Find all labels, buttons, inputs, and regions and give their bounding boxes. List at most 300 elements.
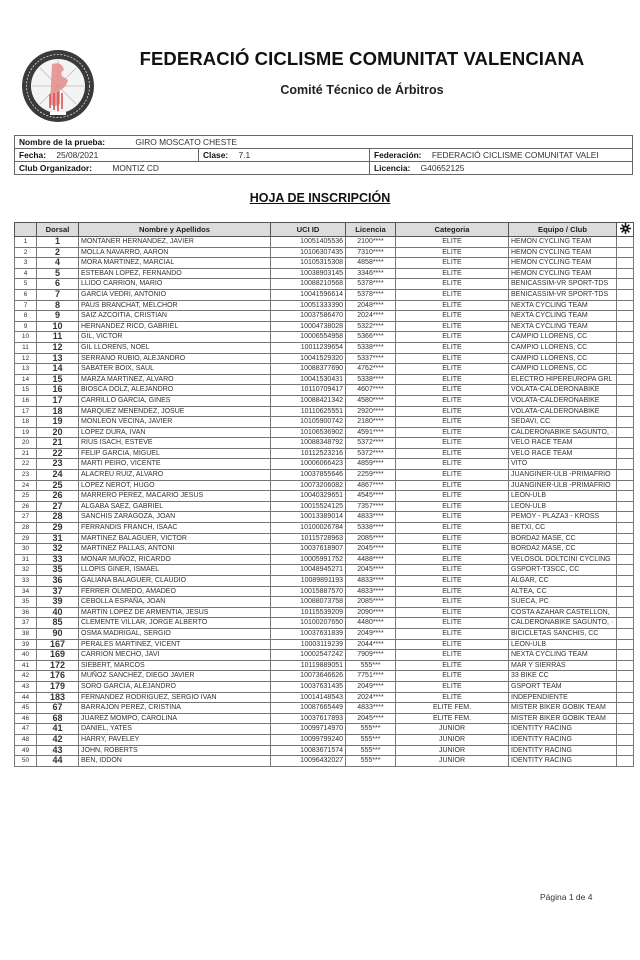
dorsal-number: 90 — [37, 628, 79, 639]
row-index: 25 — [15, 491, 37, 502]
license-number: 5337**** — [346, 353, 396, 364]
table-row — [15, 258, 634, 269]
row-index: 35 — [15, 597, 37, 608]
row-index: 19 — [15, 427, 37, 438]
dorsal-number: 179 — [37, 681, 79, 692]
license-number: 555*** — [346, 734, 396, 745]
table-row — [15, 311, 634, 322]
rider-name: MARTIN LOPEZ DE ARMENTIA, JESUS — [79, 607, 271, 618]
team-name: PEMOY - PLAZA3 - KROSS — [509, 512, 617, 523]
rider-name: GIL, VICTOR — [79, 332, 271, 343]
category: ELITE — [396, 417, 509, 428]
team-name: MAR Y SIERRAS — [509, 660, 617, 671]
uci-id: 10038903145 — [271, 268, 346, 279]
rider-name: FERRER OLMEDO, AMADEO — [79, 586, 271, 597]
rider-name: MONTANER HERNANDEZ, JAVIER — [79, 237, 271, 248]
team-name: NEXTA CYCLING TEAM — [509, 321, 617, 332]
license-number: 4859**** — [346, 459, 396, 470]
col-header-dorsal: Dorsal — [37, 223, 79, 237]
rider-name: LLOPIS GINER, ISMAEL — [79, 565, 271, 576]
dorsal-number: 41 — [37, 724, 79, 735]
category: ELITE — [396, 342, 509, 353]
event-name-value: GIRO MOSCATO CHESTE — [135, 137, 238, 147]
row-extra-cell — [617, 597, 634, 608]
event-info-table — [14, 135, 633, 175]
dorsal-number: 2 — [37, 247, 79, 258]
rider-name: RIUS ISACH, ESTEVE — [79, 438, 271, 449]
license-number: 4545**** — [346, 491, 396, 502]
rider-name: MARTI PEIRO, VICENTE — [79, 459, 271, 470]
row-index: 21 — [15, 448, 37, 459]
category: ELITE FEM. — [396, 713, 509, 724]
registration-sheet-title: HOJA DE INSCRIPCIÓN — [249, 191, 391, 205]
class-label: Clase: — [203, 150, 229, 160]
dorsal-number: 10 — [37, 321, 79, 332]
row-index: 41 — [15, 660, 37, 671]
team-name: BORDA2 MASE, CC — [509, 544, 617, 555]
row-index: 18 — [15, 417, 37, 428]
category: ELITE — [396, 491, 509, 502]
row-index: 8 — [15, 311, 37, 322]
rider-name: SERRANO RUBIO, ALEJANDRO — [79, 353, 271, 364]
team-name: CAMPIO LLORENS, CC — [509, 342, 617, 353]
team-name: BETXI, CC — [509, 523, 617, 534]
row-index: 32 — [15, 565, 37, 576]
row-extra-cell — [617, 501, 634, 512]
category: ELITE — [396, 480, 509, 491]
uci-id: 10048945271 — [271, 565, 346, 576]
class-value: 7.1 — [238, 150, 251, 160]
rider-name: CEBOLLA ESPAÑA, JOAN — [79, 597, 271, 608]
license-number: 7909**** — [346, 650, 396, 661]
uci-id: 10015887570 — [271, 586, 346, 597]
team-name: JUANGINER-ULB -PRIMAFRIO — [509, 480, 617, 491]
table-row — [15, 639, 634, 650]
license-number: 2259**** — [346, 470, 396, 481]
team-name: LEON-ULB — [509, 639, 617, 650]
row-extra-cell — [617, 279, 634, 290]
category: ELITE — [396, 618, 509, 629]
category: JUNIOR — [396, 756, 509, 767]
row-extra-cell — [617, 480, 634, 491]
row-extra-cell — [617, 671, 634, 682]
rider-name: MARTINEZ PALLAS, ANTONI — [79, 544, 271, 555]
license-number: 2049**** — [346, 681, 396, 692]
category: ELITE — [396, 385, 509, 396]
row-index: 27 — [15, 512, 37, 523]
category: ELITE — [396, 628, 509, 639]
uci-id: 10088073758 — [271, 597, 346, 608]
row-index: 9 — [15, 321, 37, 332]
category: ELITE — [396, 512, 509, 523]
uci-id: 10040329651 — [271, 491, 346, 502]
category: ELITE — [396, 268, 509, 279]
table-row — [15, 300, 634, 311]
team-name: GSPORT TEAM — [509, 681, 617, 692]
dorsal-number: 37 — [37, 586, 79, 597]
col-header-index — [15, 223, 37, 237]
dorsal-number: 68 — [37, 713, 79, 724]
uci-id: 10115539209 — [271, 607, 346, 618]
license-number: 5322**** — [346, 321, 396, 332]
dorsal-number: 36 — [37, 576, 79, 587]
team-name: VELOSOL DOLTCINI CYCLING — [509, 554, 617, 565]
organizer-value: MONTIZ CD — [112, 163, 159, 173]
rider-name: MONLEON VECINA, JAVIER — [79, 417, 271, 428]
federation-seal-icon — [20, 48, 96, 124]
license-number: 4480**** — [346, 618, 396, 629]
license-number: 555*** — [346, 724, 396, 735]
dorsal-number: 6 — [37, 279, 79, 290]
row-index: 10 — [15, 332, 37, 343]
dorsal-number: 21 — [37, 438, 79, 449]
category: ELITE — [396, 501, 509, 512]
rider-name: ALACREU RUIZ, ALVARO — [79, 470, 271, 481]
row-index: 24 — [15, 480, 37, 491]
license-number: 4867**** — [346, 480, 396, 491]
date-label: Fecha: — [19, 150, 46, 160]
rider-name: FERNANDEZ RODRIGUEZ, SERGIO IVAN — [79, 692, 271, 703]
license-number: 2024**** — [346, 692, 396, 703]
uci-id: 10105315308 — [271, 258, 346, 269]
rider-name: GARCIA VEDRI, ANTONIO — [79, 289, 271, 300]
table-row — [15, 692, 634, 703]
dorsal-number: 20 — [37, 427, 79, 438]
license-number: 2085**** — [346, 533, 396, 544]
team-name: INDEPENDIENTE — [509, 692, 617, 703]
dorsal-number: 35 — [37, 565, 79, 576]
table-row — [15, 565, 634, 576]
table-row — [15, 491, 634, 502]
uci-id: 10005991752 — [271, 554, 346, 565]
uci-id: 10106307435 — [271, 247, 346, 258]
dorsal-number: 29 — [37, 523, 79, 534]
team-name: HEMON CYCLING TEAM — [509, 247, 617, 258]
team-name: IDENTITY RACING — [509, 724, 617, 735]
license-number: 5378**** — [346, 289, 396, 300]
uci-id: 10037618907 — [271, 544, 346, 555]
row-extra-cell — [617, 374, 634, 385]
row-extra-cell — [617, 703, 634, 714]
category: ELITE FEM. — [396, 703, 509, 714]
table-row — [15, 406, 634, 417]
team-name: BICICLETAS SANCHIS, CC — [509, 628, 617, 639]
category: ELITE — [396, 258, 509, 269]
table-row — [15, 724, 634, 735]
class-cell — [199, 149, 370, 162]
team-name: HEMON CYCLING TEAM — [509, 258, 617, 269]
uci-id: 10051333390 — [271, 300, 346, 311]
row-index: 5 — [15, 279, 37, 290]
row-extra-cell — [617, 459, 634, 470]
row-extra-cell — [617, 247, 634, 258]
row-extra-cell — [617, 321, 634, 332]
uci-id: 10004738028 — [271, 321, 346, 332]
uci-id: 10115728963 — [271, 533, 346, 544]
row-index: 42 — [15, 671, 37, 682]
dorsal-number: 25 — [37, 480, 79, 491]
team-name: NEXTA CYCLING TEAM — [509, 300, 617, 311]
rider-name: FERRANDIS FRANCH, ISAAC — [79, 523, 271, 534]
dorsal-number: 18 — [37, 406, 79, 417]
license-number: 4488**** — [346, 554, 396, 565]
rider-name: MARRERO PEREZ, MACARIO JESUS — [79, 491, 271, 502]
table-row — [15, 480, 634, 491]
category: ELITE — [396, 533, 509, 544]
row-index: 43 — [15, 681, 37, 692]
rider-name: ALGABA SAEZ, GABRIEL — [79, 501, 271, 512]
uci-id: 10112523216 — [271, 448, 346, 459]
uci-id: 10100207650 — [271, 618, 346, 629]
license-number: 4591**** — [346, 427, 396, 438]
row-extra-cell — [617, 512, 634, 523]
dorsal-number: 11 — [37, 332, 79, 343]
rider-name: MOLLA NAVARRO, AARON — [79, 247, 271, 258]
license-number: 555*** — [346, 756, 396, 767]
dorsal-number: 24 — [37, 470, 79, 481]
dorsal-number: 44 — [37, 756, 79, 767]
dorsal-number: 67 — [37, 703, 79, 714]
uci-id: 10099714970 — [271, 724, 346, 735]
row-extra-cell — [617, 395, 634, 406]
license-number: 2045**** — [346, 544, 396, 555]
license-number: 2180**** — [346, 417, 396, 428]
row-extra-cell — [617, 237, 634, 248]
category: JUNIOR — [396, 734, 509, 745]
category: ELITE — [396, 321, 509, 332]
dorsal-number: 13 — [37, 353, 79, 364]
category: ELITE — [396, 289, 509, 300]
category: ELITE — [396, 586, 509, 597]
rider-name: OSMA MADRIGAL, SERGIO — [79, 628, 271, 639]
row-extra-cell — [617, 533, 634, 544]
uci-id: 10110709417 — [271, 385, 346, 396]
dorsal-number: 17 — [37, 395, 79, 406]
row-index: 34 — [15, 586, 37, 597]
category: ELITE — [396, 448, 509, 459]
category: ELITE — [396, 427, 509, 438]
license-number: 5338**** — [346, 374, 396, 385]
category: ELITE — [396, 671, 509, 682]
uci-id: 10011239654 — [271, 342, 346, 353]
table-row — [15, 470, 634, 481]
gear-icon — [620, 223, 631, 234]
license-number: 2045**** — [346, 713, 396, 724]
rider-name: CLEMENTE VILLAR, JORGE ALBERTO — [79, 618, 271, 629]
table-row — [15, 650, 634, 661]
row-extra-cell — [617, 692, 634, 703]
dorsal-number: 27 — [37, 501, 79, 512]
table-header-row — [15, 223, 634, 237]
table-row — [15, 681, 634, 692]
row-index: 44 — [15, 692, 37, 703]
license-number: 7310**** — [346, 247, 396, 258]
rider-name: FELIP GARCIA, MIGUEL — [79, 448, 271, 459]
rider-name: BEN, IDDON — [79, 756, 271, 767]
table-row — [15, 501, 634, 512]
license-number: 4580**** — [346, 395, 396, 406]
table-row — [15, 247, 634, 258]
table-row — [15, 607, 634, 618]
team-name: IDENTITY RACING — [509, 756, 617, 767]
table-row — [15, 512, 634, 523]
team-name: MISTER BIKER GOBIK TEAM — [509, 713, 617, 724]
table-row — [15, 660, 634, 671]
organizer-label: Club Organizador: — [19, 163, 93, 173]
license-number: 7357**** — [346, 501, 396, 512]
row-extra-cell — [617, 417, 634, 428]
category: ELITE — [396, 639, 509, 650]
dorsal-number: 14 — [37, 364, 79, 375]
uci-id: 10099799240 — [271, 734, 346, 745]
category: ELITE — [396, 597, 509, 608]
table-row — [15, 364, 634, 375]
license-number: 2100**** — [346, 237, 396, 248]
rider-name: MARZA MARTINEZ, ALVARO — [79, 374, 271, 385]
category: ELITE — [396, 395, 509, 406]
uci-id: 10087665449 — [271, 703, 346, 714]
row-extra-cell — [617, 448, 634, 459]
table-row — [15, 533, 634, 544]
license-number: 2024**** — [346, 311, 396, 322]
row-extra-cell — [617, 406, 634, 417]
row-index: 40 — [15, 650, 37, 661]
license-number: 2045**** — [346, 565, 396, 576]
team-name: CAMPIO LLORENS, CC — [509, 332, 617, 343]
team-name: SEDAVI, CC — [509, 417, 617, 428]
row-index: 16 — [15, 395, 37, 406]
table-row — [15, 597, 634, 608]
license-value: G40652125 — [420, 163, 465, 173]
rider-name: MUÑOZ SANCHEZ, DIEGO JAVIER — [79, 671, 271, 682]
team-name: ALTEA, CC — [509, 586, 617, 597]
row-extra-cell — [617, 639, 634, 650]
category: ELITE — [396, 523, 509, 534]
row-index: 39 — [15, 639, 37, 650]
team-name: IDENTITY RACING — [509, 745, 617, 756]
license-number: 5338**** — [346, 523, 396, 534]
team-name: ALGAR, CC — [509, 576, 617, 587]
uci-id: 10100026784 — [271, 523, 346, 534]
uci-id: 10015524125 — [271, 501, 346, 512]
category: JUNIOR — [396, 724, 509, 735]
row-extra-cell — [617, 660, 634, 671]
rider-name: JUAREZ MOMPO, CAROLINA — [79, 713, 271, 724]
rider-name: LOPEZ NEROT, HUGO — [79, 480, 271, 491]
category: ELITE — [396, 300, 509, 311]
team-name: VELO RACE TEAM — [509, 438, 617, 449]
col-header-license: Licencia — [346, 223, 396, 237]
row-index: 38 — [15, 628, 37, 639]
uci-id: 10088377690 — [271, 364, 346, 375]
rider-name: PAUS BRANCHAT, MELCHOR — [79, 300, 271, 311]
category: ELITE — [396, 565, 509, 576]
row-extra-cell — [617, 438, 634, 449]
dorsal-number: 5 — [37, 268, 79, 279]
license-number: 2085**** — [346, 597, 396, 608]
dorsal-number: 167 — [37, 639, 79, 650]
category: ELITE — [396, 554, 509, 565]
row-index: 3 — [15, 258, 37, 269]
col-header-icon — [617, 223, 634, 237]
dorsal-number: 9 — [37, 311, 79, 322]
table-row — [15, 438, 634, 449]
license-number: 555*** — [346, 660, 396, 671]
rider-name: GALIANA BALAGUER, CLAUDIO — [79, 576, 271, 587]
team-name: SUECA, PC — [509, 597, 617, 608]
category: ELITE — [396, 374, 509, 385]
row-index: 36 — [15, 607, 37, 618]
table-row — [15, 544, 634, 555]
uci-id: 10096432027 — [271, 756, 346, 767]
rider-name: SIEBERT, MARCOS — [79, 660, 271, 671]
uci-id: 10088210568 — [271, 279, 346, 290]
rider-name: CARRILLO GARCIA, GINES — [79, 395, 271, 406]
uci-id: 10037631435 — [271, 681, 346, 692]
license-number: 2048**** — [346, 300, 396, 311]
row-index: 49 — [15, 745, 37, 756]
row-index: 4 — [15, 268, 37, 279]
uci-id: 10014148543 — [271, 692, 346, 703]
category: ELITE — [396, 459, 509, 470]
uci-id: 10002547242 — [271, 650, 346, 661]
uci-id: 10119889051 — [271, 660, 346, 671]
team-name: ELECTRO HIPEREUROPA GRL — [509, 374, 617, 385]
uci-id: 10073206082 — [271, 480, 346, 491]
row-extra-cell — [617, 756, 634, 767]
row-extra-cell — [617, 734, 634, 745]
uci-id: 10089891193 — [271, 576, 346, 587]
committee-subtitle: Comité Técnico de Árbitros — [280, 83, 444, 97]
row-extra-cell — [617, 342, 634, 353]
dorsal-number: 40 — [37, 607, 79, 618]
federation-logo — [20, 48, 96, 124]
rider-name: GIL LLORENS, NOEL — [79, 342, 271, 353]
row-index: 20 — [15, 438, 37, 449]
dorsal-number: 23 — [37, 459, 79, 470]
rider-name: MARQUEZ MENENDEZ, JOSUE — [79, 406, 271, 417]
license-number: 4833**** — [346, 586, 396, 597]
category: ELITE — [396, 364, 509, 375]
row-index: 6 — [15, 289, 37, 300]
uci-id: 10073646626 — [271, 671, 346, 682]
table-row — [15, 734, 634, 745]
team-name: BORDA2 MASE, CC — [509, 533, 617, 544]
row-index: 13 — [15, 364, 37, 375]
row-index: 7 — [15, 300, 37, 311]
rider-name: BIOSCA DOLZ, ALEJANDRO — [79, 385, 271, 396]
row-extra-cell — [617, 681, 634, 692]
table-row — [15, 332, 634, 343]
table-row — [15, 237, 634, 248]
row-extra-cell — [617, 565, 634, 576]
dorsal-number: 39 — [37, 597, 79, 608]
table-row — [15, 703, 634, 714]
team-name: CALDERONABIKE SAGUNTO, · — [509, 618, 617, 629]
team-name: LEON-ULB — [509, 501, 617, 512]
uci-id: 10041530431 — [271, 374, 346, 385]
category: ELITE — [396, 438, 509, 449]
license-number: 5338**** — [346, 342, 396, 353]
dorsal-number: 26 — [37, 491, 79, 502]
uci-id: 10105900742 — [271, 417, 346, 428]
category: ELITE — [396, 576, 509, 587]
dorsal-number: 1 — [37, 237, 79, 248]
row-index: 29 — [15, 533, 37, 544]
row-extra-cell — [617, 523, 634, 534]
category: ELITE — [396, 279, 509, 290]
event-name-label: Nombre de la prueba: — [19, 137, 106, 147]
